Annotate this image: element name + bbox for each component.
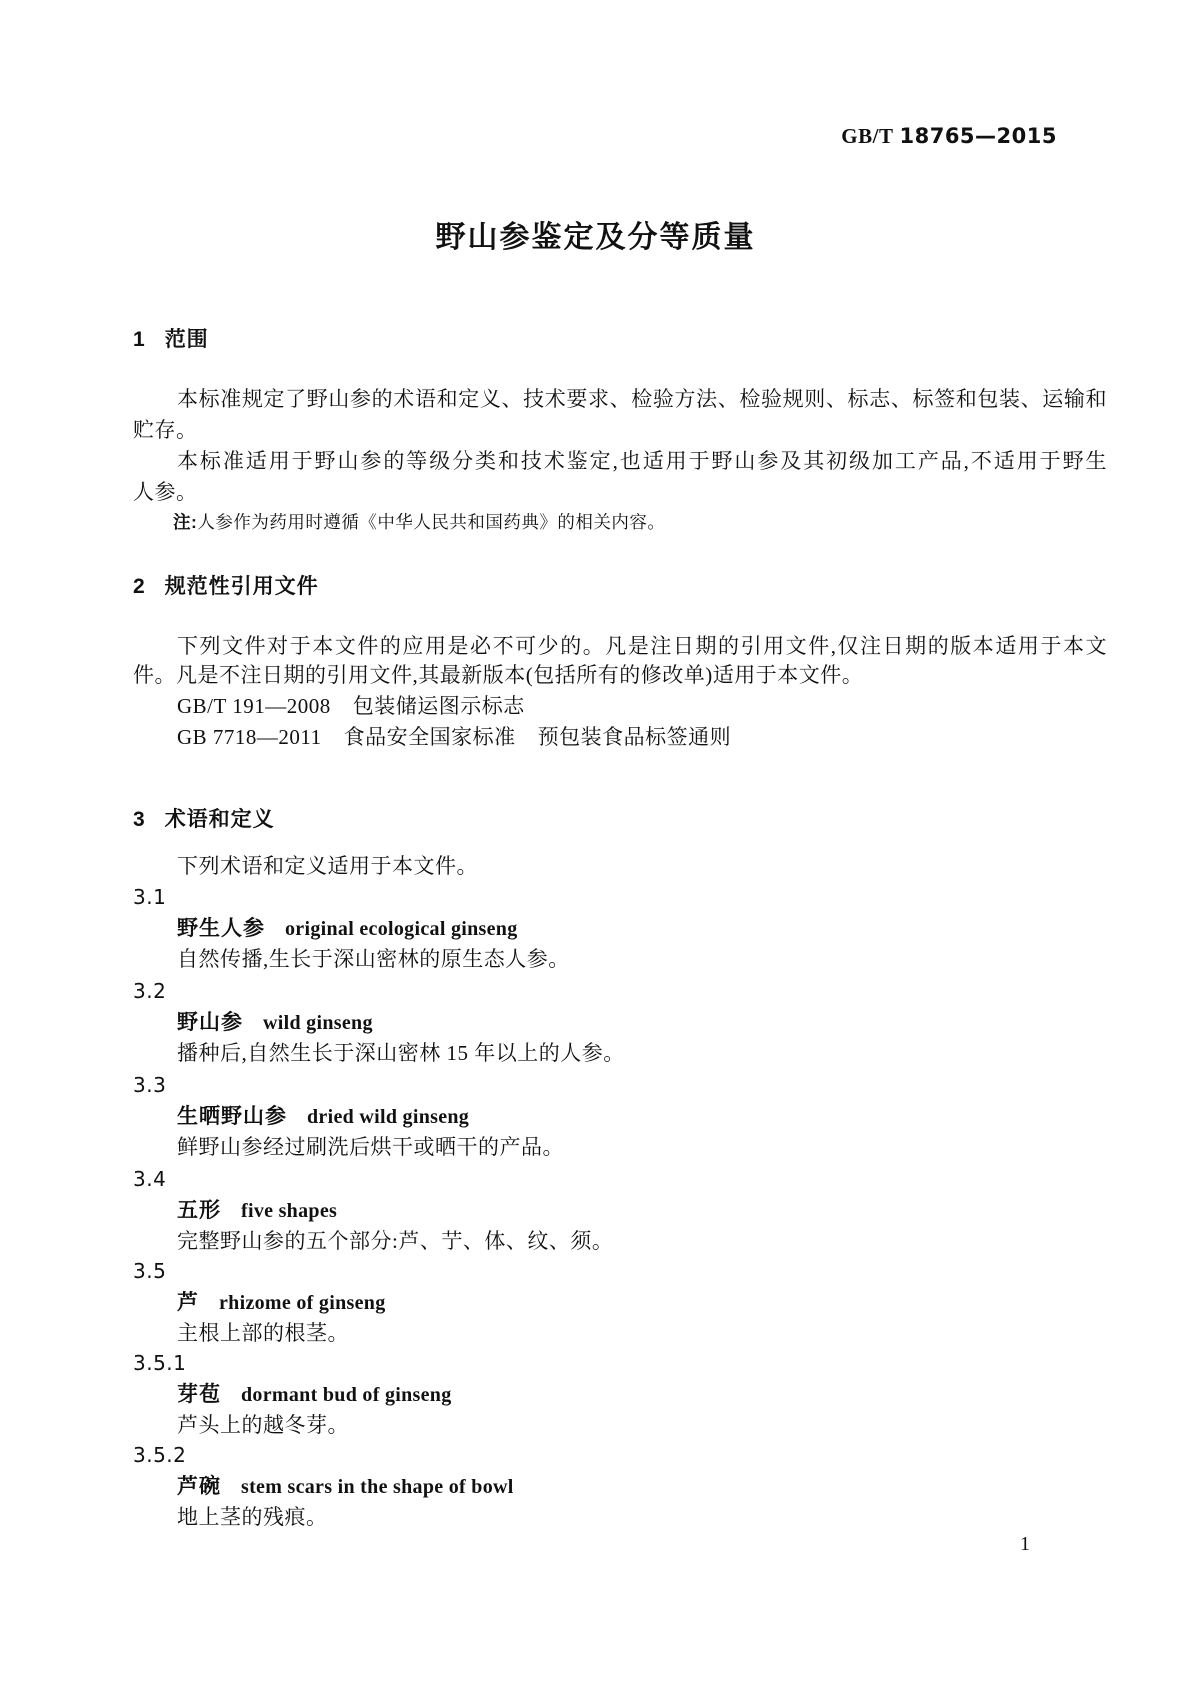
section-heading-2 <box>133 570 1107 600</box>
normative-reference <box>133 693 1151 719</box>
clause-number: 3.1 <box>133 885 167 909</box>
clause-number: 3.3 <box>133 1073 167 1097</box>
term-heading <box>133 1473 1151 1500</box>
term-heading <box>133 1103 1151 1130</box>
section-label: 范围 <box>164 328 209 351</box>
term-en: five shapes <box>241 1200 338 1222</box>
scope-paragraph-line: 人参。 <box>133 480 198 504</box>
clause-number: 3.5.1 <box>133 1351 187 1375</box>
normative-paragraph-line: 件。凡是不注日期的引用文件,其最新版本(包括所有的修改单)适用于本文件。 <box>133 663 864 687</box>
standard-code-prefix: GB/T <box>841 124 894 148</box>
standard-code-number: 18765—2015 <box>899 124 1057 148</box>
normative-reference <box>133 724 1151 750</box>
reference-title: 食品安全国家标准 <box>343 725 516 749</box>
scope-note <box>133 512 1147 534</box>
term-zh: 芦 <box>177 1291 199 1314</box>
normative-paragraph-line: 下列文件对于本文件的应用是必不可少的。凡是注日期的引用文件,仅注日期的版本适用于本文 <box>177 634 1107 658</box>
term-zh: 芽苞 <box>177 1383 221 1406</box>
section-heading-3 <box>133 803 1107 833</box>
reference-title: 包装储运图示标志 <box>352 694 525 718</box>
term-zh: 野山参 <box>177 1011 243 1034</box>
term-zh: 野生人参 <box>177 917 265 940</box>
section-label: 规范性引用文件 <box>164 575 319 598</box>
clause-number: 3.4 <box>133 1167 167 1191</box>
page-number: 1 <box>1020 1533 1030 1555</box>
note-label: 注: <box>173 512 198 532</box>
term-zh: 五形 <box>177 1199 221 1222</box>
clause-number: 3.5.2 <box>133 1443 187 1467</box>
term-heading <box>133 1381 1151 1408</box>
term-definition: 完整野山参的五个部分:芦、艼、体、纹、须。 <box>177 1229 614 1253</box>
term-definition: 播种后,自然生长于深山密林 15 年以上的人参。 <box>177 1041 625 1065</box>
document-title: 野山参鉴定及分等质量 <box>435 221 756 254</box>
term-en: dried wild ginseng <box>307 1106 470 1128</box>
term-zh: 芦碗 <box>177 1475 221 1498</box>
terms-intro: 下列术语和定义适用于本文件。 <box>177 854 478 878</box>
term-heading <box>133 1289 1151 1316</box>
term-en: rhizome of ginseng <box>219 1292 386 1314</box>
reference-code: GB/T 191—2008 <box>177 694 331 718</box>
term-definition: 鲜野山参经过刷洗后烘干或晒干的产品。 <box>177 1135 564 1159</box>
term-heading <box>133 1197 1151 1224</box>
term-definition: 自然传播,生长于深山密林的原生态人参。 <box>177 947 570 971</box>
section-number: 2 <box>133 575 145 598</box>
term-en: original ecological ginseng <box>285 918 518 940</box>
term-heading <box>133 1009 1151 1036</box>
scope-paragraph-line: 贮存。 <box>133 418 198 442</box>
term-heading <box>133 915 1151 942</box>
section-label: 术语和定义 <box>164 808 275 831</box>
scope-paragraph-line: 本标准规定了野山参的术语和定义、技术要求、检验方法、检验规则、标志、标签和包装、运输和 <box>177 387 1107 411</box>
reference-subtitle: 预包装食品标签通则 <box>537 725 732 749</box>
section-heading-1 <box>133 323 1107 353</box>
clause-number: 3.2 <box>133 979 167 1003</box>
clause-number: 3.5 <box>133 1259 167 1283</box>
reference-code: GB 7718—2011 <box>177 725 322 749</box>
term-zh: 生晒野山参 <box>177 1105 287 1128</box>
note-text: 人参作为药用时遵循《中华人民共和国药典》的相关内容。 <box>197 512 666 532</box>
standard-code <box>841 124 1057 149</box>
term-definition: 地上茎的残痕。 <box>177 1505 328 1529</box>
scope-paragraph-line: 本标准适用于野山参的等级分类和技术鉴定,也适用于野山参及其初级加工产品,不适用于野生 <box>177 449 1107 473</box>
term-definition: 主根上部的根茎。 <box>177 1321 349 1345</box>
term-en: stem scars in the shape of bowl <box>241 1476 514 1498</box>
section-number: 3 <box>133 808 145 831</box>
section-number: 1 <box>133 328 145 351</box>
term-en: dormant bud of ginseng <box>241 1384 452 1406</box>
term-en: wild ginseng <box>263 1012 373 1034</box>
term-definition: 芦头上的越冬芽。 <box>177 1413 349 1437</box>
